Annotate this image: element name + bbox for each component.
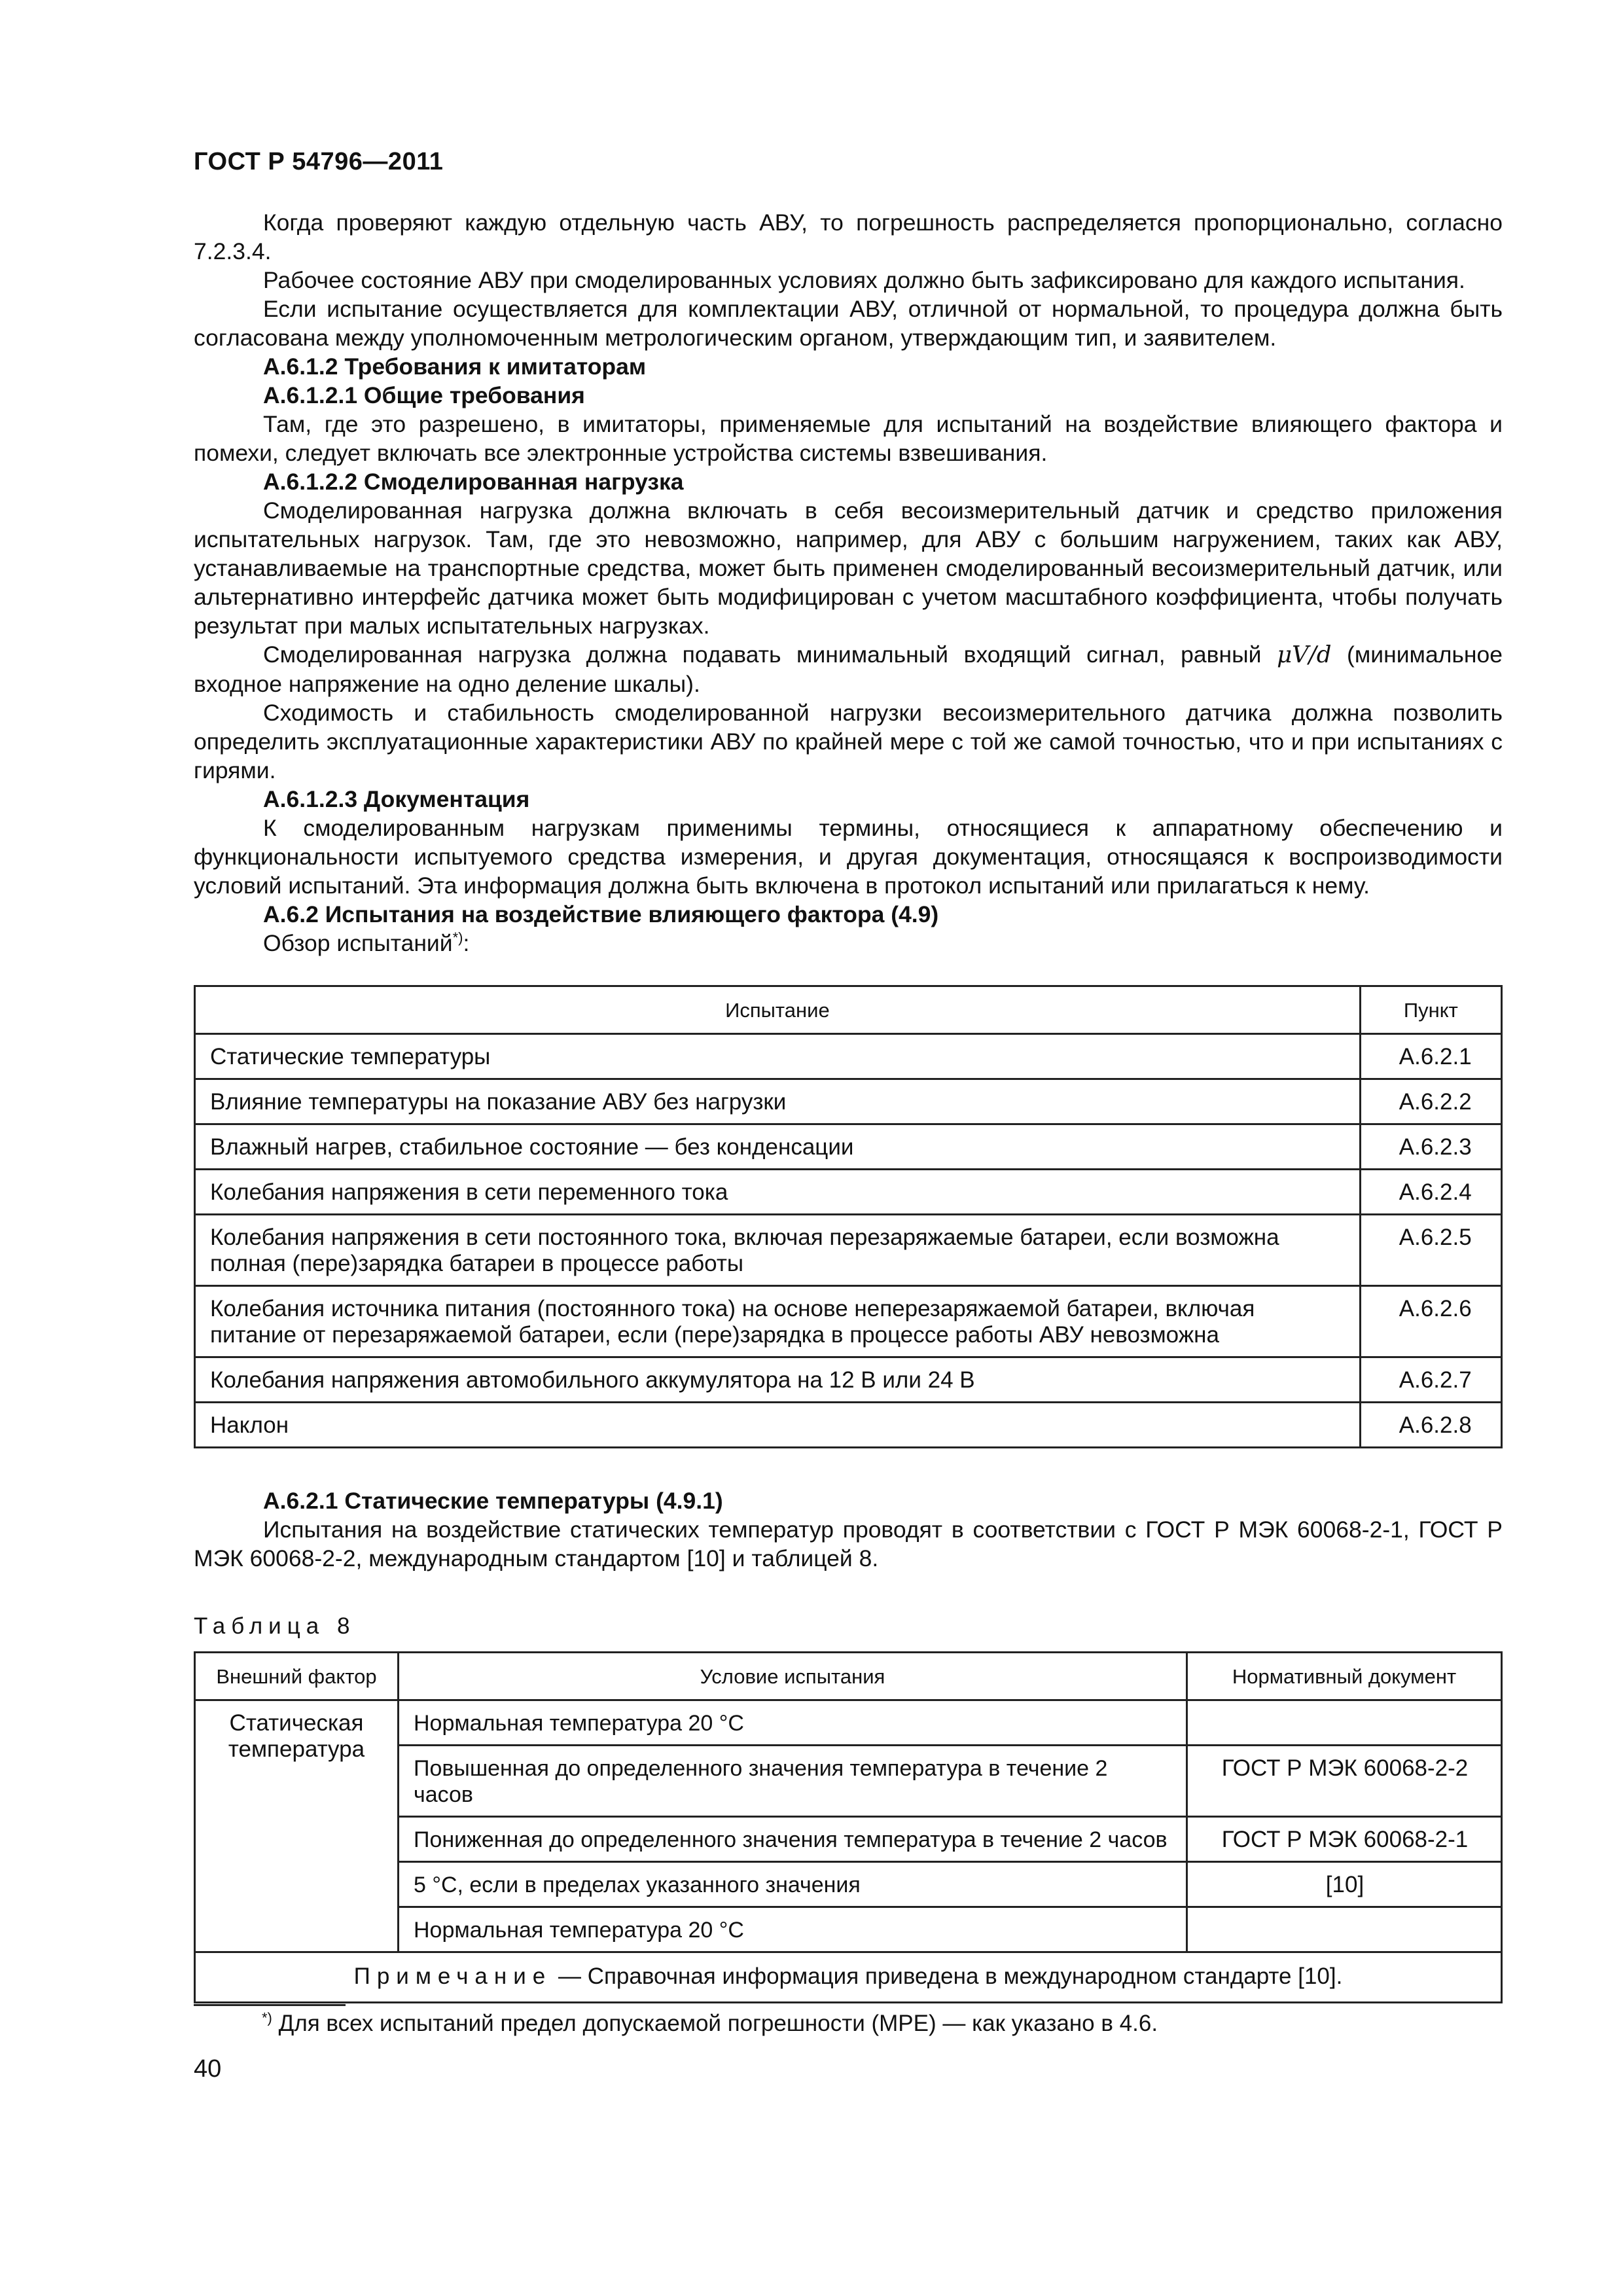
test-cell: Колебания напряжения в сети переменного тока <box>195 1170 1361 1215</box>
condition-cell: Повышенная до определенного значения температура в течение 2 часов <box>399 1746 1187 1817</box>
note-label: Примечание <box>353 1964 552 1989</box>
paragraph: Сходимость и стабильность смоделированной нагрузки весоизмерительного датчика должна позволить определить эксплуатационные характеристики АВУ по крайней мере с той же самой точностью, что и при испытаниях с гирями. <box>194 700 1503 783</box>
column-header-condition: Условие испытания <box>399 1653 1187 1700</box>
table-note <box>195 1952 1502 2003</box>
paragraph <box>194 640 1503 698</box>
paragraph: К смоделированным нагрузкам применимы термины, относящиеся к аппаратному обеспечению и функциональности испытуемого средства измерения, и другая документация, относящаяся к воспроизводимости условий испытаний. Эта информация должна быть включена в протокол испытаний или прилагаться к нему. <box>194 815 1503 899</box>
paragraph: Когда проверяют каждую отдельную часть АВУ, то погрешность распределяется пропорционально, согласно 7.2.3.4. <box>194 209 1503 264</box>
document-cell: [10] <box>1187 1862 1502 1907</box>
table-caption: Таблица 8 <box>194 1613 356 1639</box>
document-cell <box>1187 1700 1502 1746</box>
table-row <box>195 1357 1502 1403</box>
clause-cell: А.6.2.6 <box>1360 1286 1501 1357</box>
section-heading: А.6.1.2.3 Документация <box>263 786 530 812</box>
footnote-text: Для всех испытаний предел допускаемой погрешности (МРЕ) — как указано в 4.6. <box>272 2011 1158 2036</box>
test-cell: Колебания напряжения в сети постоянного тока, включая перезаряжаемые батареи, если возможна полная (пере)зарядка батареи в процессе работы <box>195 1215 1361 1286</box>
clause-cell: А.6.2.7 <box>1360 1357 1501 1403</box>
paragraph: Смоделированная нагрузка должна включать в себя весоизмерительный датчик и средство приложения испытательных нагрузок. Там, где это невозможно, например, для АВУ с большим нагружением, таких как АВУ, устанавливаемые на транспортные средства, может быть применен смоделированный весоизмерительный датчик, или альтернативно интерфейс датчика может быть модифицирован с учетом масштабного коэффициента, чтобы получать результат при малых испытательных нагрузках. <box>194 497 1503 639</box>
condition-cell: Нормальная температура 20 °С <box>399 1907 1187 1952</box>
condition-cell: 5 °С, если в пределах указанного значения <box>399 1862 1187 1907</box>
condition-cell: Нормальная температура 20 °С <box>399 1700 1187 1746</box>
paragraph-text: (минимальное входное напряжение на одно деление шкалы). <box>194 641 1503 697</box>
paragraph: Рабочее состояние АВУ при смоделированных условиях должно быть зафиксировано для каждого испытания. <box>263 267 1465 293</box>
clause-cell: А.6.2.2 <box>1360 1079 1501 1124</box>
document-cell <box>1187 1907 1502 1952</box>
footnote-divider <box>194 2004 346 2006</box>
overview-line <box>194 929 1503 958</box>
section-heading: А.6.1.2.1 Общие требования <box>263 382 585 408</box>
column-header-document: Нормативный документ <box>1187 1653 1502 1700</box>
note-text: — Справочная информация приведена в международном стандарте [10]. <box>552 1964 1343 1989</box>
table-row <box>195 1079 1502 1124</box>
test-cell: Колебания напряжения автомобильного аккумулятора на 12 В или 24 В <box>195 1357 1361 1403</box>
test-cell: Влажный нагрев, стабильное состояние — без конденсации <box>195 1124 1361 1170</box>
table-row <box>195 1403 1502 1448</box>
formula: μV/d <box>1277 641 1332 668</box>
clause-cell: А.6.2.3 <box>1360 1124 1501 1170</box>
paragraph-text: Смоделированная нагрузка должна подавать минимальный входящий сигнал, равный <box>263 641 1277 668</box>
table-row <box>195 1286 1502 1357</box>
table-row <box>195 1700 1502 1746</box>
condition-cell: Пониженная до определенного значения температура в течение 2 часов <box>399 1817 1187 1862</box>
section-heading: А.6.1.2 Требования к имитаторам <box>263 353 647 380</box>
table-note-row <box>195 1952 1502 2003</box>
standard-title: ГОСТ Р 54796—2011 <box>194 148 444 175</box>
document-cell: ГОСТ Р МЭК 60068-2-2 <box>1187 1746 1502 1817</box>
document-cell: ГОСТ Р МЭК 60068-2-1 <box>1187 1817 1502 1862</box>
body-content <box>194 208 1503 2003</box>
table-row <box>195 1034 1502 1079</box>
clause-cell: А.6.2.5 <box>1360 1215 1501 1286</box>
clause-cell: А.6.2.1 <box>1360 1034 1501 1079</box>
column-header-clause: Пункт <box>1360 986 1501 1034</box>
footnote-ref: *) <box>452 929 463 946</box>
test-cell: Наклон <box>195 1403 1361 1448</box>
test-cell: Колебания источника питания (постоянного тока) на основе неперезаряжаемой батареи, включая питание от перезаряжаемой батареи, если (пере)зарядка в процессе работы АВУ невозможна <box>195 1286 1361 1357</box>
factor-cell: Статическая температура <box>195 1700 399 1952</box>
section-heading: А.6.2.1 Статические температуры (4.9.1) <box>263 1488 723 1514</box>
test-cell: Влияние температуры на показание АВУ без нагрузки <box>195 1079 1361 1124</box>
clause-cell: А.6.2.8 <box>1360 1403 1501 1448</box>
table-8 <box>194 1651 1503 2003</box>
paragraph: Испытания на воздействие статических температур проводят в соответствии с ГОСТ Р МЭК 60068-2-1, ГОСТ Р МЭК 60068-2-2, международным стандартом [10] и таблицей 8. <box>194 1516 1503 1571</box>
column-header-factor: Внешний фактор <box>195 1653 399 1700</box>
table-row <box>195 1170 1502 1215</box>
table-row <box>195 1124 1502 1170</box>
overview-colon: : <box>463 930 470 956</box>
page-number: 40 <box>194 2055 222 2083</box>
tests-overview-table <box>194 985 1503 1448</box>
column-header-test: Испытание <box>195 986 1361 1034</box>
paragraph: Там, где это разрешено, в имитаторы, применяемые для испытаний на воздействие влияющего фактора и помехи, следует включать все электронные устройства системы взвешивания. <box>194 411 1503 466</box>
overview-label: Обзор испытаний <box>263 930 453 956</box>
footnote-mark: *) <box>262 2009 272 2026</box>
test-cell: Статические температуры <box>195 1034 1361 1079</box>
section-heading: А.6.2 Испытания на воздействие влияющего фактора (4.9) <box>263 901 939 927</box>
paragraph: Если испытание осуществляется для комплектации АВУ, отличной от нормальной, то процедура должна быть согласована между уполномоченным метрологическим органом, утверждающим тип, и заявителем. <box>194 296 1503 351</box>
clause-cell: А.6.2.4 <box>1360 1170 1501 1215</box>
section-heading: А.6.1.2.2 Смоделированная нагрузка <box>263 469 684 495</box>
footnote <box>262 2011 1158 2037</box>
table-row <box>195 1215 1502 1286</box>
